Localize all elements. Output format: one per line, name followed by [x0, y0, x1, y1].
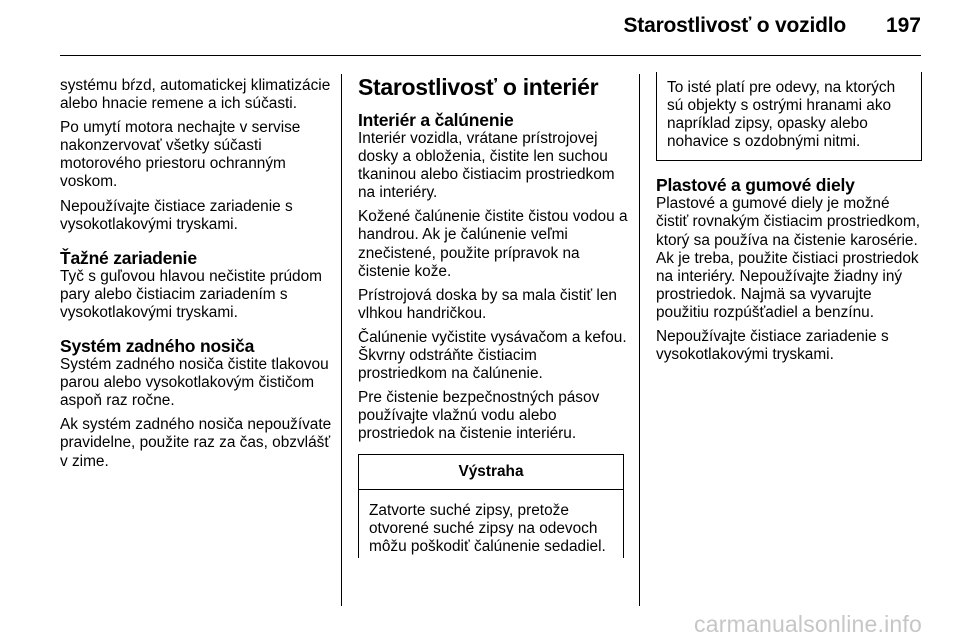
paragraph: Nepoužívajte čistiace zariadenie s vysokotlakovými tryskami. — [656, 328, 889, 364]
paragraph: systému bŕzd, automatickej klimatizácie alebo hnacie remene a ich súčasti. — [60, 77, 331, 113]
main-heading-interior-care: Starostlivosť o interiér — [358, 74, 599, 100]
page-number: 197 — [885, 14, 921, 37]
section-heading-plastic-rubber: Plastové a gumové diely — [656, 175, 855, 196]
watermark: carmanualsonline.info — [694, 611, 922, 637]
paragraph: Plastové a gumové diely je možné čistiť rovnakým čistiacim prostriedkom, ktorý sa používa na čistenie karosérie. Ak je treba, použite čistiaci prostriedok na interiéry. Nepoužívajte žiadny iný prostriedok. Najmä sa vyvarujte použitiu rozpúšťadiel a benzínu. — [656, 195, 921, 321]
warning-title: Výstraha — [359, 455, 623, 490]
paragraph: Po umytí motora nechajte v servise nakonzervovať všetky súčasti motorového priestoru ochranným voskom. — [60, 119, 301, 191]
section-heading-upholstery: Interiér a čalúnenie — [358, 110, 514, 130]
warning-text: Zatvorte suché zipsy, pretože otvorené suché zipsy na odevoch môžu poškodiť čalúnenie sedadiel. — [369, 501, 606, 555]
section-heading-tow-bar: Ťažné zariadenie — [60, 247, 197, 268]
section-heading-rear-carrier: Systém zadného nosiča — [60, 336, 255, 357]
header-divider — [60, 55, 921, 56]
column-divider-1 — [341, 74, 342, 606]
warning-continued-text: To isté platí pre odevy, na ktorých sú objekty s ostrými hranami ako napríklad zipsy, opasky alebo nohavice s ozdobnými nitmi. — [667, 79, 896, 151]
page-header-title: Starostlivosť o vozidlo — [623, 14, 846, 37]
warning-box — [358, 454, 624, 558]
paragraph: Nepoužívajte čistiace zariadenie s vysokotlakovými tryskami. — [60, 197, 293, 233]
column-middle — [358, 74, 628, 558]
paragraph: Interiér vozidla, vrátane prístrojovej dosky a obloženia, čistite len suchou tkaninou alebo čistiacim prostriedkom na interiéry. — [358, 130, 615, 202]
paragraph: Tyč s guľovou hlavou nečistite prúdom pary alebo čistiacim zariadením s vysokotlakovými tryskami. — [60, 267, 322, 321]
paragraph: Čalúnenie vyčistite vysávačom a kefou. Škvrny odstráňte čistiacim prostriedkom na čalúnenie. — [358, 328, 627, 383]
paragraph: Pre čistenie bezpečnostných pásov používajte vlažnú vodu alebo prostriedok na čistenie interiéru. — [358, 389, 600, 443]
paragraph: Prístrojová doska by sa mala čistiť len vlhkou handričkou. — [358, 286, 617, 322]
column-left — [60, 77, 332, 477]
column-divider-2 — [639, 74, 640, 606]
paragraph: Kožené čalúnenie čistite čistou vodou a handrou. Ak je čalúnenie veľmi znečistené, použite prípravok na čistenie kože. — [358, 208, 628, 280]
paragraph: Ak systém zadného nosiča nepoužívate pravidelne, použite raz za čas, obzvlášť v zime. — [60, 416, 332, 470]
warning-box-continued — [656, 72, 922, 161]
column-right — [656, 74, 926, 370]
paragraph: Systém zadného nosiča čistite tlakovou parou alebo vysokotlakovým čističom aspoň raz ročne. — [60, 356, 329, 410]
